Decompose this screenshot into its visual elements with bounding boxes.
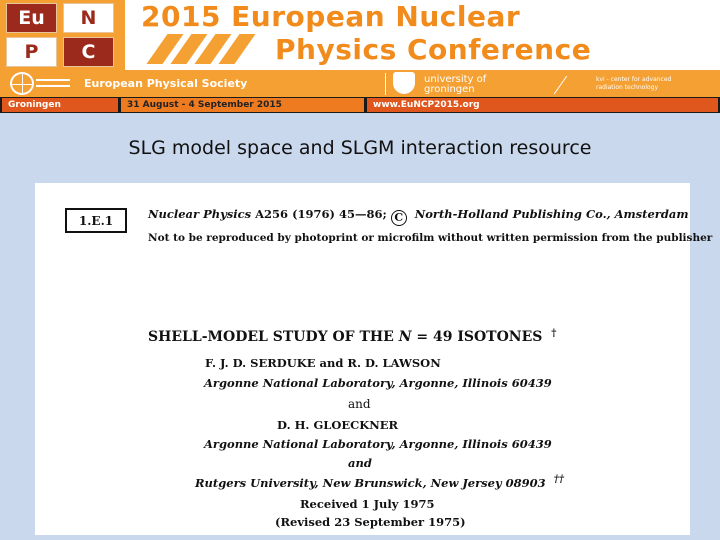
affiliation-3-text: Rutgers University, New Brunswick, New Jersey 08903 — [195, 476, 546, 490]
affiliation-1: Argonne National Laboratory, Argonne, Illinois 60439 — [204, 376, 552, 390]
reproduction-notice: Not to be reproduced by photoprint or microfilm without written permission from the publisher — [148, 232, 713, 244]
website-link[interactable]: www.EuNCP2015.org — [367, 98, 718, 112]
paper-tag: 1.E.1 — [65, 208, 127, 233]
slide-title: SLG model space and SLGM interaction resource — [128, 137, 592, 159]
journal-volume: A256 — [255, 207, 289, 221]
decorative-stripes — [137, 34, 257, 64]
kvi-label: kvi - center for advanced radiation technology — [596, 76, 672, 91]
received-date: Received 1 July 1975 — [300, 497, 435, 511]
city-label: Groningen — [2, 98, 118, 112]
eps-globe-icon — [10, 72, 34, 95]
logo-tile-n: N — [63, 3, 114, 33]
logo-tile-c: C — [63, 37, 114, 67]
eunpc-logo — [6, 3, 114, 67]
info-bar — [0, 97, 720, 113]
conference-banner — [0, 0, 720, 113]
dates-label: 31 August - 4 September 2015 — [121, 98, 364, 112]
kvi-slash-icon — [554, 76, 567, 95]
revised-date: (Revised 23 September 1975) — [275, 515, 466, 529]
journal-citation — [148, 207, 689, 226]
paper-scan — [35, 183, 713, 535]
university-crest-icon — [393, 72, 415, 94]
logo-tile-eu: Eu — [6, 3, 57, 33]
affiliation-3 — [195, 474, 564, 490]
authors-line-1: F. J. D. SERDUKE and R. D. LAWSON — [205, 356, 441, 370]
journal-year-pages: (1976) 45—86; — [292, 207, 387, 221]
eps-logo-icon — [36, 79, 70, 87]
conference-title-line1: 2015 European Nuclear — [141, 0, 521, 33]
footnote-mark-2: †† — [553, 474, 565, 485]
sponsor-row — [0, 70, 720, 97]
university-label: university of groningen — [424, 74, 487, 95]
publisher: North-Holland Publishing Co., Amsterdam — [414, 207, 689, 221]
copyright-icon: C — [391, 210, 407, 226]
and-connector-1: and — [348, 397, 371, 411]
footnote-mark: † — [551, 328, 557, 339]
journal-name: Nuclear Physics — [148, 207, 252, 221]
conference-title-line2: Physics Conference — [275, 33, 592, 66]
logo-tile-p: P — [6, 37, 57, 67]
and-connector-2: and — [348, 456, 372, 470]
paper-title-suffix: = 49 ISOTONES — [416, 329, 543, 345]
authors-line-2: D. H. GLOECKNER — [277, 418, 399, 432]
paper-title — [148, 328, 556, 345]
paper-title-prefix: SHELL-MODEL STUDY OF THE — [148, 329, 394, 345]
sponsor-divider — [385, 73, 386, 95]
paper-title-n: N — [398, 329, 412, 345]
affiliation-2: Argonne National Laboratory, Argonne, Illinois 60439 — [204, 437, 552, 451]
eps-label: European Physical Society — [84, 77, 248, 90]
conference-title-panel — [125, 0, 720, 70]
